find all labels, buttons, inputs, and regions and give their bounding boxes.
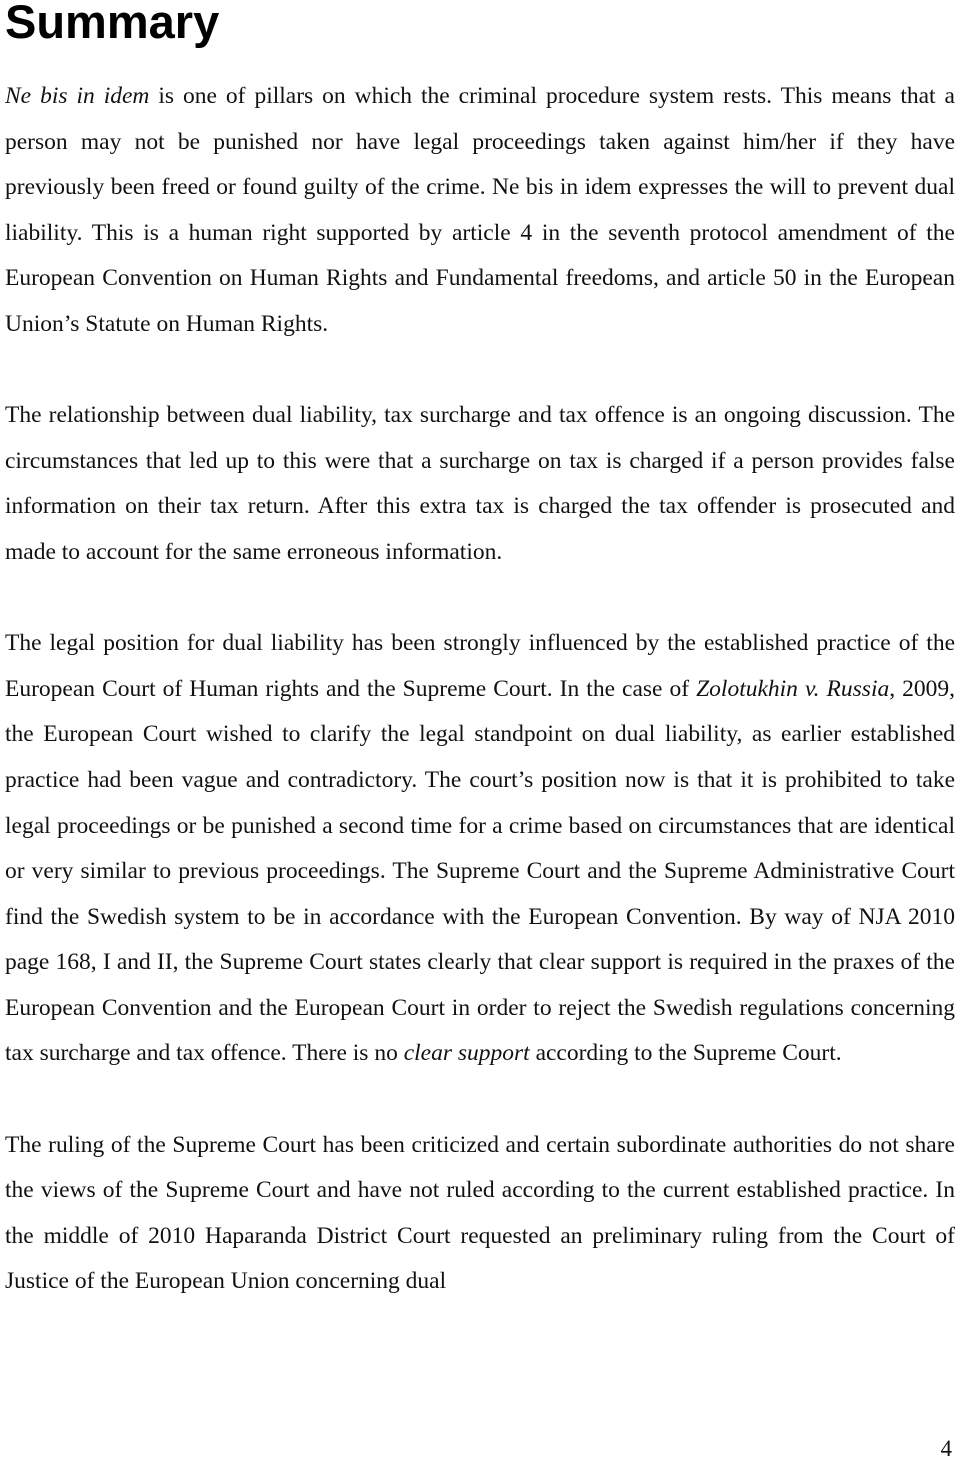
paragraph-1 [5,74,955,348]
paragraph-2 [5,393,955,575]
paragraph-3 [5,621,955,1077]
paragraph-4 [5,1123,955,1305]
text-span: , 2009, the European Court wished to clarify the legal standpoint on dual liability, as earlier established practice had been vague and contradictory. The court’s position now is that it is prohibited to take legal proceedings or be punished a second time for a crime based on circumstances that are identical or very similar to previous proceedings. The Supreme Court and the Supreme Administrative Court find the Swedish system to be in accordance with the European Convention. By way of NJA 2010 page 168, I and II, the Supreme Court states clearly that clear support is required in the praxes of the European Convention and the European Court in order to reject the Swedish regulations concerning tax surcharge and tax offence. There is no [5,675,956,1067]
page-number: 4 [940,1436,952,1461]
text-span: Zolotukhin v. Russia [696,675,890,702]
body-text [5,74,955,1305]
page-title: Summary [5,0,220,48]
text-span: is one of pillars on which the criminal procedure system rests. This means that a person may not be punished nor have legal proceedings taken against him/her if they have previously been freed or found guilty of the crime. Ne bis in idem expresses the will to prevent dual liability. This is a human right supported by article 4 in the seventh protocol amendment of the European Convention on Human Rights and Fundamental freedoms, and article 50 in the European Union’s Statute on Human Rights. [5,83,955,337]
text-span: according to the Supreme Court. [529,1040,842,1067]
text-span: The legal position for dual liability has been strongly influenced by the established practice of the European Court of Human rights and the Supreme Court. In the case of [5,630,955,702]
text-span: The relationship between dual liability, tax surcharge and tax offence is an ongoing discussion. The circumstances that led up to this were that a surcharge on tax is charged if a person provides false information on their tax return. After this extra tax is charged the tax offender is prosecuted and made to account for the same erroneous information. [5,402,955,565]
text-span: Ne bis in idem [5,83,150,109]
text-span: The ruling of the Supreme Court has been criticized and certain subordinate authorities do not share the views of the Supreme Court and have not ruled according to the current established practice. In the middle of 2010 Haparanda District Court requested an preliminary ruling from the Court of Justice of the European Union concerning dual [5,1131,955,1295]
text-span: clear support [403,1040,530,1067]
